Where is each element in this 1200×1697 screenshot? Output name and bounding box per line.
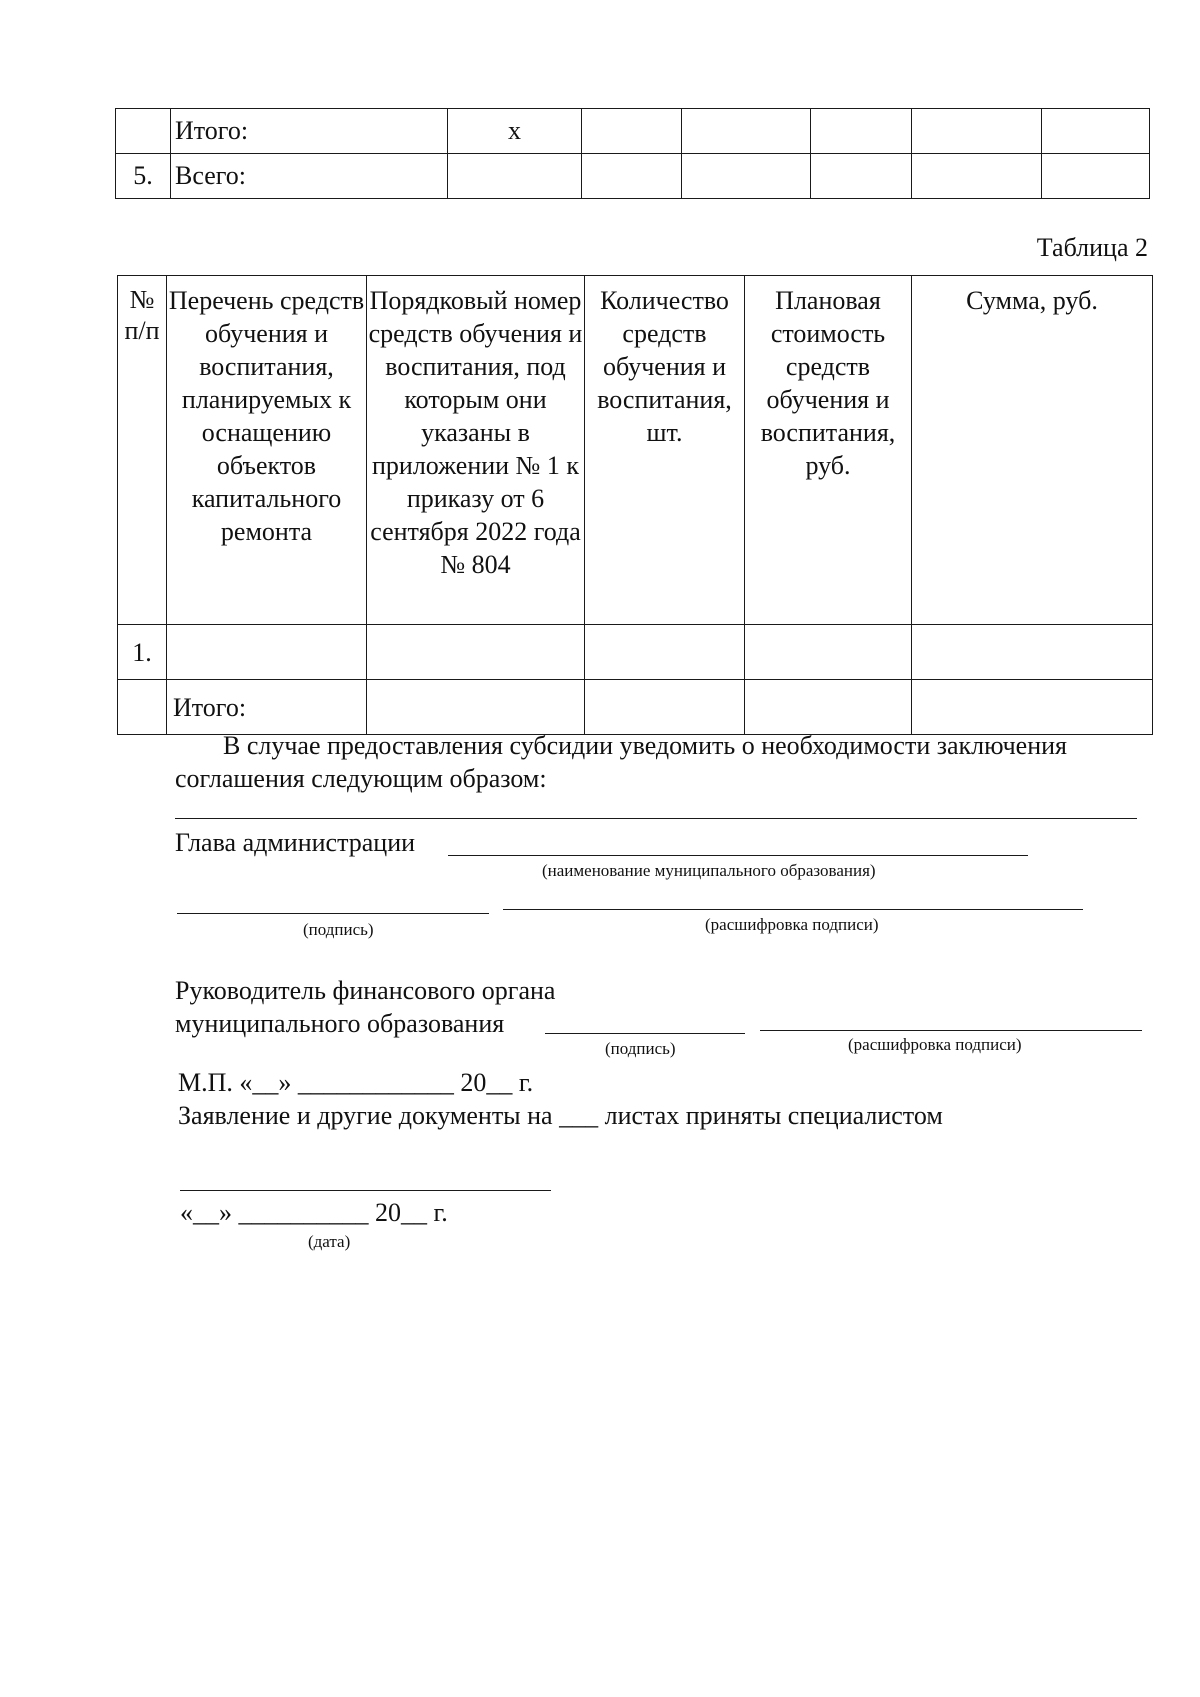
blank-line bbox=[175, 818, 1137, 819]
decode-caption: (расшифровка подписи) bbox=[848, 1035, 1022, 1054]
empty-cell bbox=[682, 154, 811, 199]
empty-cell bbox=[912, 680, 1153, 735]
empty-cell bbox=[912, 625, 1153, 680]
empty-cell bbox=[367, 625, 585, 680]
decode-caption: (расшифровка подписи) bbox=[705, 915, 879, 934]
finance-label-line-1: Руководитель финансового органа bbox=[175, 976, 556, 1005]
row-number bbox=[116, 109, 171, 154]
row-number: 5. bbox=[116, 154, 171, 199]
empty-cell bbox=[682, 109, 811, 154]
notice-text-line-2: соглашения следующим образом: bbox=[175, 764, 547, 793]
header-cell: Сумма, руб. bbox=[912, 276, 1153, 625]
decode-blank bbox=[760, 1030, 1142, 1031]
decode-blank bbox=[503, 909, 1083, 910]
empty-cell bbox=[811, 154, 912, 199]
finance-label-line-2: муниципального образования bbox=[175, 1009, 505, 1038]
municipality-caption: (наименование муниципального образования) bbox=[542, 861, 876, 880]
header-cell: № п/п bbox=[118, 276, 167, 625]
empty-cell bbox=[912, 154, 1042, 199]
row-cell: х bbox=[448, 109, 582, 154]
header-cell: Порядковый номер средств обучения и воспитания, под которым они указаны в приложении № 1 к приказу от 6 сентября 2022 года № 804 bbox=[367, 276, 585, 625]
head-label: Глава администрации bbox=[175, 828, 416, 857]
equipment-table bbox=[117, 275, 1153, 735]
table-row bbox=[116, 109, 1150, 154]
table-row bbox=[118, 625, 1153, 680]
table-caption: Таблица 2 bbox=[1036, 233, 1148, 262]
empty-cell bbox=[585, 680, 745, 735]
signature-caption: (подпись) bbox=[605, 1039, 676, 1058]
documents-accepted-line: Заявление и другие документы на ___ листах приняты специалистом bbox=[178, 1101, 943, 1130]
row-label: Всего: bbox=[171, 154, 448, 199]
stamp-date-line: М.П. «__» ____________ 20__ г. bbox=[178, 1068, 534, 1097]
specialist-blank bbox=[180, 1190, 551, 1191]
empty-cell bbox=[582, 154, 682, 199]
header-cell: Перечень средств обучения и воспитания, планируемых к оснащению объектов капитального ремонта bbox=[167, 276, 367, 625]
row-label: Итого: bbox=[167, 680, 367, 735]
empty-cell bbox=[582, 109, 682, 154]
empty-cell bbox=[745, 680, 912, 735]
row-label: Итого: bbox=[171, 109, 448, 154]
signature-blank bbox=[177, 913, 489, 914]
empty-cell bbox=[912, 109, 1042, 154]
date-caption: (дата) bbox=[308, 1232, 351, 1251]
date-line: «__» __________ 20__ г. bbox=[180, 1198, 448, 1227]
empty-cell bbox=[811, 109, 912, 154]
municipality-blank bbox=[448, 855, 1028, 856]
empty-cell bbox=[1042, 109, 1150, 154]
empty-cell bbox=[585, 625, 745, 680]
notice-text-line-1: В случае предоставления субсидии уведомить о необходимости заключения bbox=[223, 731, 1067, 760]
row-cell bbox=[448, 154, 582, 199]
table-row bbox=[116, 154, 1150, 199]
empty-cell bbox=[745, 625, 912, 680]
empty-cell bbox=[1042, 154, 1150, 199]
table-row bbox=[118, 680, 1153, 735]
header-cell: Количество средств обучения и воспитания, шт. bbox=[585, 276, 745, 625]
row-number: 1. bbox=[118, 625, 167, 680]
summary-table bbox=[115, 108, 1150, 199]
header-cell: Плановая стоимость средств обучения и воспитания, руб. bbox=[745, 276, 912, 625]
signature-blank bbox=[545, 1033, 745, 1034]
row-label bbox=[167, 625, 367, 680]
empty-cell bbox=[367, 680, 585, 735]
table-header-row bbox=[118, 276, 1153, 625]
row-number bbox=[118, 680, 167, 735]
signature-caption: (подпись) bbox=[303, 920, 374, 939]
